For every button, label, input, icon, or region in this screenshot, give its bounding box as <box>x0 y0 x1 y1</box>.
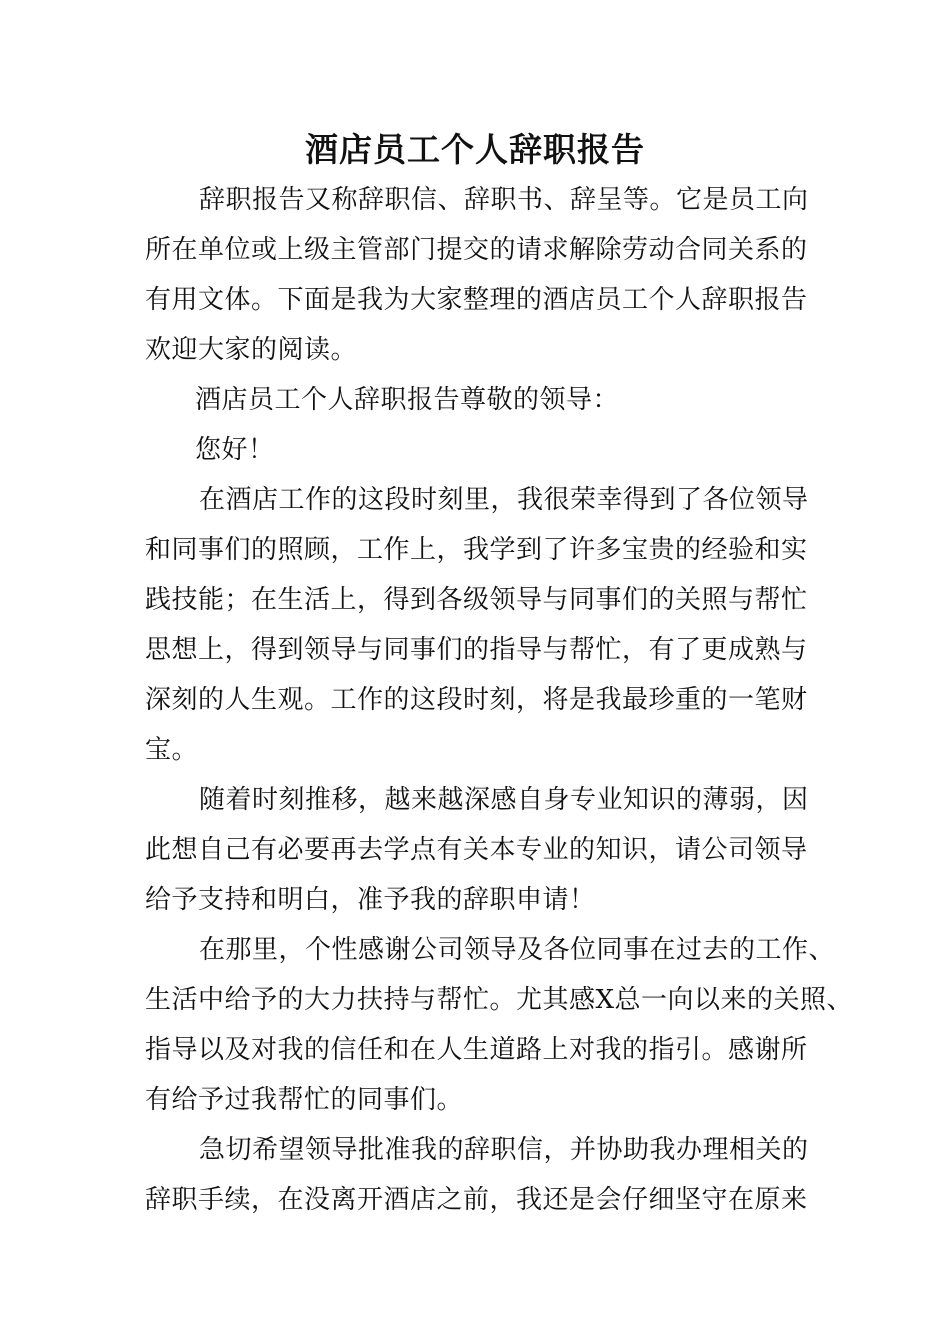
paragraph-line: 宝。 <box>145 735 199 765</box>
paragraph-line: 辞职报告又称辞职信、辞职书、辞呈等。它是员工向 <box>199 185 809 215</box>
paragraph-line: 深刻的人生观。工作的这段时刻，将是我最珍重的一笔财 <box>145 685 808 715</box>
paragraph-line: 践技能；在生活上，得到各级领导与同事们的关照与帮忙 <box>145 585 808 615</box>
paragraph-line: 辞职手续，在没离开酒店之前，我还是会仔细坚守在原来 <box>145 1185 808 1215</box>
paragraph-line: 在酒店工作的这段时刻里，我很荣幸得到了各位领导 <box>199 485 809 515</box>
paragraph-line: 欢迎大家的阅读。 <box>145 335 358 365</box>
paragraph-line: 所在单位或上级主管部门提交的请求解除劳动合同关系的 <box>145 235 808 265</box>
document-body <box>145 175 854 1225</box>
paragraph-line: 生活中给予的大力扶持与帮忙。尤其感X总一向以来的关照、 <box>145 985 854 1015</box>
paragraph-line: 急切希望领导批准我的辞职信，并协助我办理相关的 <box>199 1135 809 1165</box>
paragraph-line: 在那里，个性感谢公司领导及各位同事在过去的工作、 <box>199 935 836 965</box>
paragraph-line: 和同事们的照顾，工作上，我学到了许多宝贵的经验和实 <box>145 535 808 565</box>
paragraph-line: 有给予过我帮忙的同事们。 <box>145 1085 464 1115</box>
document-title: 酒店员工个人辞职报告 <box>305 130 645 169</box>
paragraph-line: 有用文体。下面是我为大家整理的酒店员工个人辞职报告 <box>145 285 808 315</box>
paragraph-line: 思想上，得到领导与同事们的指导与帮忙，有了更成熟与 <box>145 635 808 665</box>
paragraph-line: 指导以及对我的信任和在人生道路上对我的指引。感谢所 <box>145 1035 808 1065</box>
paragraph-line: 此想自己有必要再去学点有关本专业的知识，请公司领导 <box>145 835 808 865</box>
paragraph-line: 随着时刻推移，越来越深感自身专业知识的薄弱，因 <box>199 785 809 815</box>
salutation-line: 酒店员工个人辞职报告尊敬的领导： <box>195 385 620 415</box>
greeting-line: 您好！ <box>195 435 275 465</box>
paragraph-line: 给予支持和明白，准予我的辞职申请！ <box>145 885 596 915</box>
